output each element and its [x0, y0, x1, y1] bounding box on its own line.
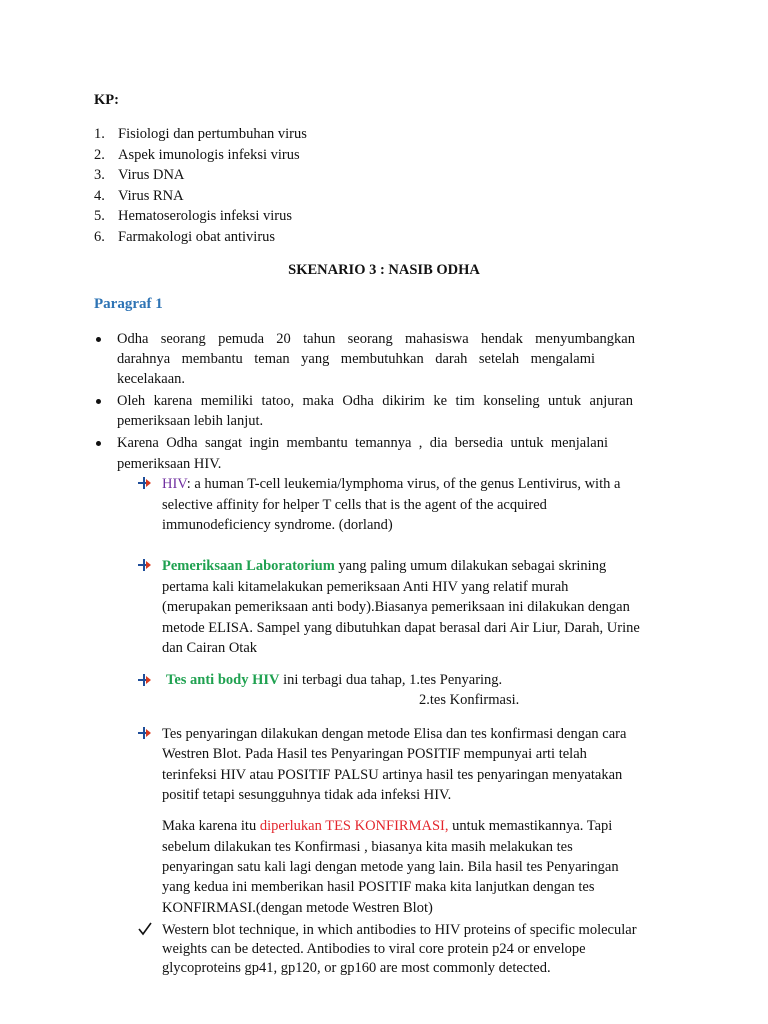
- penyaringan-line: Tes penyaringan dilakukan dengan metode Elisa dan tes konfirmasi dengan cara: [162, 726, 627, 742]
- check-icon: [138, 922, 152, 936]
- arrow-bullet-icon: [138, 673, 152, 687]
- lab-paragraph: Pemeriksaan Laboratorium yang paling umum dilakukan sebagai skrining: [162, 558, 607, 574]
- bullet-line: Oleh karena memiliki tatoo, maka Odha dikirim ke tim konseling untuk anjuran: [117, 393, 633, 409]
- bullet-icon: [96, 399, 101, 404]
- lab-line: pertama kali kitamelakukan pemeriksaan Anti HIV yang relatif murah: [162, 579, 569, 595]
- konfirmasi-highlight: diperlukan TES KONFIRMASI,: [259, 818, 449, 834]
- penyaringan-line: yang kedua ini memberikan hasil POSITIF maka kita lanjutkan dengan tes: [162, 879, 595, 895]
- penyaringan-line: penyaringan satu kali lagi dengan metode yang lain. Bila hasil tes Penyaringan: [162, 859, 619, 875]
- arrow-bullet-icon: [138, 726, 152, 740]
- hiv-definition-line: selective affinity for helper T cells that is the agent of the acquired: [162, 497, 547, 513]
- arrow-bullet-icon: [138, 558, 152, 572]
- penyaringan-line: sebelum dilakukan tes Konfirmasi , biasanya kita masih melakukan tes: [162, 839, 573, 855]
- lab-line: metode ELISA. Sampel yang dibutuhkan dapat berasal dari Air Liur, Darah, Urine: [162, 620, 640, 636]
- hiv-definition-line: immunodeficiency syndrome. (dorland): [162, 517, 393, 533]
- bullet-line: Karena Odha sangat ingin membantu temannya , dia bersedia untuk menjalani: [117, 435, 608, 451]
- lab-term: Pemeriksaan Laboratorium: [162, 558, 335, 574]
- tes-line: 2.tes Konfirmasi.: [419, 692, 520, 708]
- western-line: weights can be detected. Antibodies to viral core protein p24 or envelope: [162, 941, 586, 957]
- list-item: 5. Hematoserologis infeksi virus: [94, 208, 292, 224]
- kp-heading: KP:: [94, 92, 119, 108]
- list-item: 1. Fisiologi dan pertumbuhan virus: [94, 126, 307, 142]
- penyaringan-line: positif tetapi sesungguhnya tidak ada infeksi HIV.: [162, 787, 452, 803]
- bullet-line: kecelakaan.: [117, 371, 186, 387]
- list-item: 3. Virus DNA: [94, 167, 185, 183]
- bullet-line: Odha seorang pemuda 20 tahun seorang mahasiswa hendak menyumbangkan: [117, 331, 635, 347]
- tes-term: Tes anti body HIV: [166, 672, 280, 688]
- list-item: 4. Virus RNA: [94, 188, 184, 204]
- bullet-icon: [96, 337, 101, 342]
- list-item: 6. Farmakologi obat antivirus: [94, 229, 276, 245]
- bullet-line: pemeriksaan HIV.: [117, 456, 222, 472]
- paragraph-title: Paragraf 1: [94, 296, 163, 312]
- penyaringan-line: KONFIRMASI.(dengan metode Westren Blot): [162, 900, 433, 916]
- lab-line: (merupakan pemeriksaan anti body).Biasanya pemeriksaan ini dilakukan dengan: [162, 599, 630, 615]
- arrow-bullet-icon: [138, 476, 152, 490]
- tes-paragraph: Tes anti body HIV ini terbagi dua tahap, 1.tes Penyaring.: [166, 672, 503, 688]
- bullet-line: darahnya membantu teman yang membutuhkan darah setelah mengalami: [117, 351, 595, 367]
- hiv-term: HIV: [162, 476, 187, 492]
- hiv-definition: HIV: a human T-cell leukemia/lymphoma virus, of the genus Lentivirus, with a: [162, 476, 621, 492]
- lab-line: dan Cairan Otak: [162, 640, 258, 656]
- bullet-icon: [96, 441, 101, 446]
- western-line: glycoproteins gp41, gp120, or gp160 are most commonly detected.: [162, 960, 551, 976]
- penyaringan-line: terinfeksi HIV atau POSITIF PALSU artinya hasil tes penyaringan menyatakan: [162, 767, 623, 783]
- scenario-title: SKENARIO 3 : NASIB ODHA: [288, 262, 480, 278]
- bullet-line: pemeriksaan lebih lanjut.: [117, 413, 264, 429]
- penyaringan-line: Westren Blot. Pada Hasil tes Penyaringan POSITIF mempunyai arti telah: [162, 746, 587, 762]
- list-item: 2. Aspek imunologis infeksi virus: [94, 147, 300, 163]
- western-line: Western blot technique, in which antibodies to HIV proteins of specific molecular: [162, 922, 637, 938]
- maka-line: Maka karena itu diperlukan TES KONFIRMASI, untuk memastikannya. Tapi: [162, 818, 613, 834]
